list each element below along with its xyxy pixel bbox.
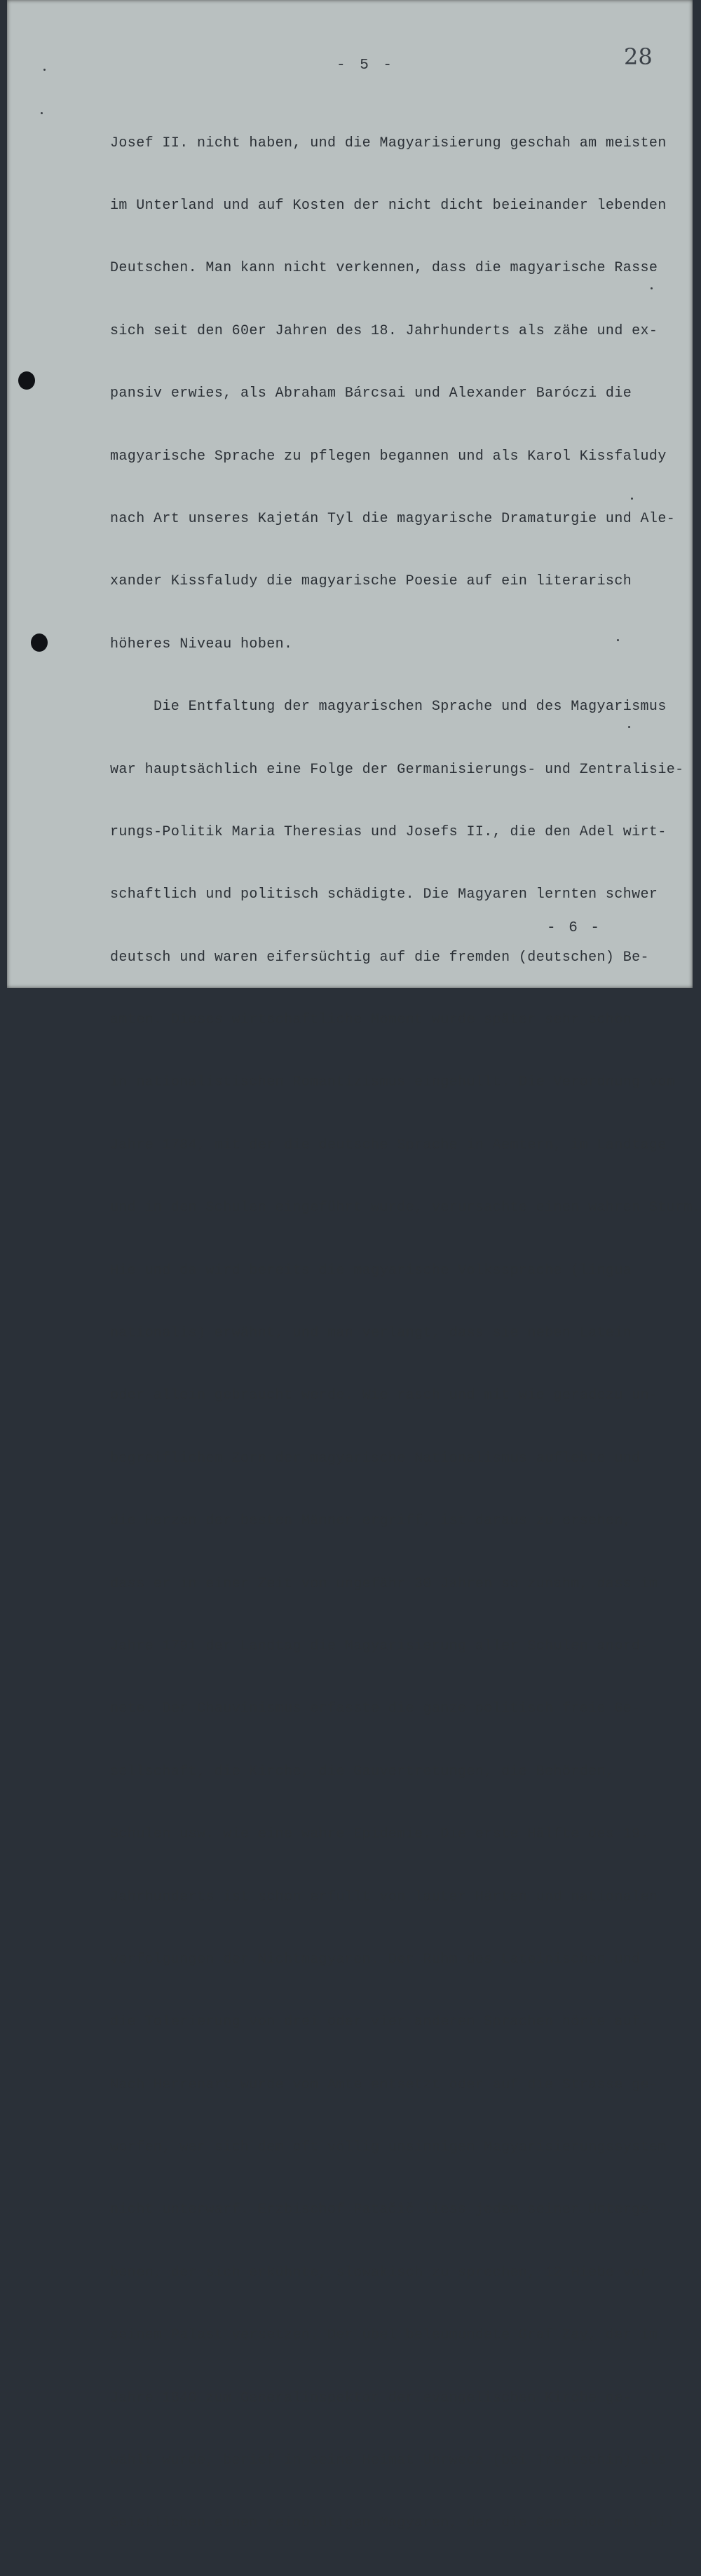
text-line: amten. Dieses wirtschaftliche Moment wurde später sehr schön [110, 1012, 632, 1029]
next-page-marker: - 6 - [547, 920, 602, 936]
text-line: Schulen usw. wie eine wahre Epidemie. Die erste Hälfte des 19. [110, 1826, 649, 1843]
text-line: deutsch und waren eifersüchtig auf die fremden (deutschen) Be- [110, 949, 649, 966]
typewritten-body [110, 91, 701, 2576]
paper-speck [651, 287, 653, 289]
paper-speck [617, 639, 619, 641]
document-page [7, 0, 701, 2532]
text-line: nationalis) erwähnt, und man verlangt, dass sie neben Latein [110, 1325, 632, 1342]
text-line: und in den Schulen eingeführt wurde, verursachte einen wahren Sturm. [110, 1200, 701, 1217]
text-line: höheres Niveau hoben. [110, 636, 293, 652]
paragraph-start-line: Die Entfaltung der magyarischen Sprache und des Magyarismus [154, 699, 667, 715]
text-line: schaftlich und politisch schädigte. Die Magyaren lernten schwer [110, 886, 658, 903]
text-line: war hauptsächlich eine Folge der Germanisierungs- und Zentralisie- [110, 761, 684, 778]
text-line: Verfolgungen der Nichtmagyaren. Der Ruhm des Lateinischen und [110, 1951, 641, 1968]
paper-speck [631, 498, 633, 500]
text-line: pansiv erwies, als Abraham Bárcsai und Alexander Baróczi die [110, 385, 632, 402]
text-line: magyarische Sprache zu pflegen begannen und als Karol Kissfaludy [110, 448, 667, 465]
text-line: Jahre 1840 zum Generalinspektor der evangelischen Kirche ge- [110, 2390, 632, 2406]
text-line: Jahre 1784, mit der die deutsche Sprache in Aemtern, im Landtage [110, 1137, 667, 1153]
text-line: worfen, wer sich dem oft völlig unsinnigen Magyarisierungssystem [110, 2139, 667, 2156]
text-line: xander Kissfaludy die magyarische Poesie auf ein literarisch [110, 573, 632, 590]
text-line: Nach Herrenart wurde vom Amte entsetzt oder auf die Strasse ge- [110, 2076, 658, 2093]
text-line: wählt wurde, berief in seine Heimat Uhrwecz (bei Trentschin) als [110, 2453, 667, 2469]
text-line: Hie und da wird bereits die magyarische Volkssprache (lingua [110, 1262, 632, 1279]
punch-hole [31, 633, 48, 652]
text-line: oder allein gebraucht werde. Wie rasch und mit wie geradezu un- [110, 1388, 658, 1404]
text-line: sich seit den 60er Jahren des 18. Jahrhunderts als zähe und ex- [110, 322, 658, 339]
text-line: nete. Der Chauvinismus erfasste die ganze politisch freie Ge- [110, 1701, 641, 1718]
text-line: benen, der sich erkühnte, slowakisch zu sprechen, 12 Hiebe vor [110, 2264, 649, 2281]
text-line: dass er in einer Zeit von ungefähr 30 Jahren so zunahm, dass im [110, 1575, 658, 1592]
text-line: Deutschen. Man kann nicht verkennen, dass die magyarische Rasse [110, 260, 658, 277]
text-line: in nationalistischen Romantizismus eingehüllt. Die Verordnung vom [110, 1074, 676, 1091]
text-line: begreiflichem Zorn der magyarische Nationalismus auflebte und [110, 1450, 641, 1467]
text-line: Geistlichen einen reinblütigen Magyaren, der die Gemeinde mit Hil- [110, 2515, 684, 2532]
paper-speck [43, 69, 46, 71]
text-line: die Tolerierung von drei oder vier anderen Sprachen hörte auf. [110, 2014, 649, 2031]
text-line: nach Art unseres Kajetán Tyl die magyarische Dramaturgie und Ale- [110, 510, 676, 527]
punch-hole [18, 371, 35, 390]
page-number: - 5 - [336, 57, 395, 74]
text-line: die Herzen der besten Männer ergriff, ist daraus zu ersehen, [110, 1513, 632, 1530]
text-line: Jahrhunderts ist schon erfüllt von lauter Härten und nationalen [110, 1889, 658, 1905]
paper-speck [41, 112, 43, 114]
text-line: nicht unterwarf. Erzbischof Patačič liess jedem seiner Unterge- [110, 2202, 658, 2219]
text-line: Josef II. nicht haben, und die Magyarisierung geschah am meisten [110, 135, 667, 151]
paper-speck [628, 726, 630, 728]
text-line: rungs-Politik Maria Theresias und Josefs II., die den Adel wirt- [110, 823, 667, 840]
text-line: im Unterland und auf Kosten der nicht dicht beieinander lebenden [110, 197, 667, 214]
folio-number: 28 [624, 43, 653, 70]
text-line: Jahre 1791 der Landtag die Magyarisierung aller Schulen anord- [110, 1638, 649, 1654]
text-line: sellschaft, die Kirche, die Gauvertretungen, die Behörden, [110, 1763, 615, 1780]
text-line: seinem Palast versetzen. Der übel beleumundete Graf Zay, der im [110, 2327, 658, 2344]
